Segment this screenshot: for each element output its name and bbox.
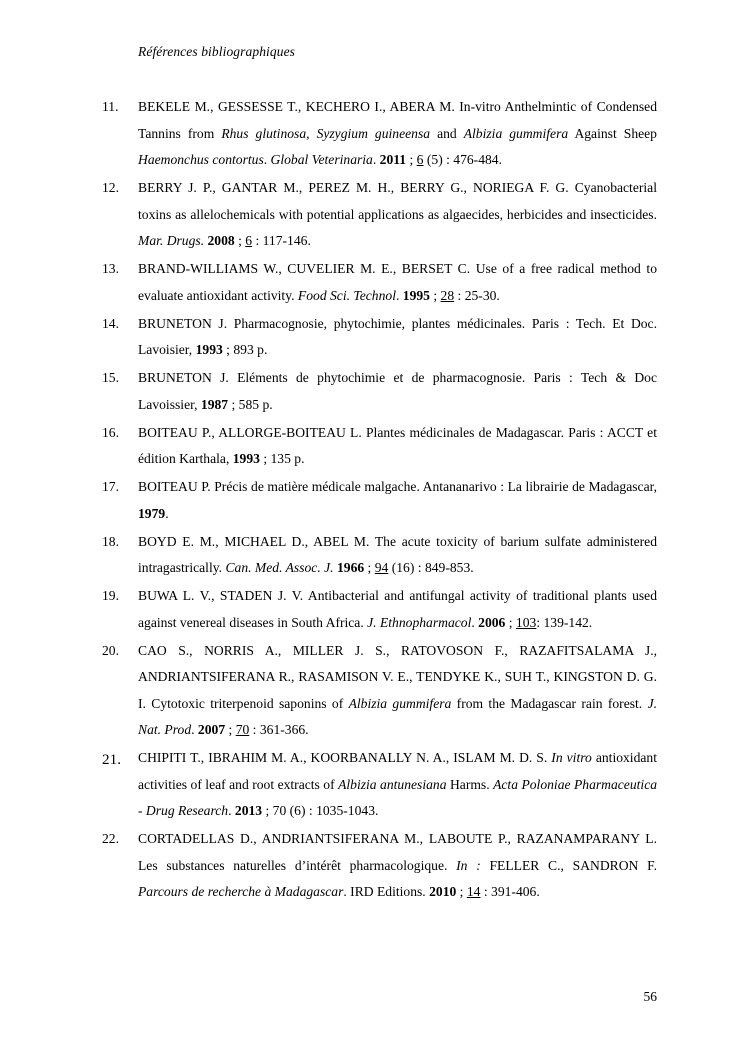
- reference-text: CORTADELLAS D., ANDRIANTSIFERANA M., LABOUTE P., RAZANAMPARANY L. Les substances naturelles d’intérêt pharmacologique. In : FELLER C., SANDRON F. Parcours de recherche à Madagascar. IRD Editions. 2010 ; 14 : 391-406.: [138, 831, 657, 899]
- page-number: 56: [643, 989, 657, 1004]
- reference-number: 18.: [102, 533, 119, 549]
- reference-text: BRAND-WILLIAMS W., CUVELIER M. E., BERSET C. Use of a free radical method to evaluate antioxidant activity. Food Sci. Technol. 1995 ; 28 : 25-30.: [138, 261, 657, 303]
- reference-number: 22.: [102, 831, 119, 846]
- reference-entry: [100, 420, 657, 473]
- reference-text: BRUNETON J. Eléments de phytochimie et de pharmacognosie. Paris : Tech & Doc Lavoissier, 1987 ; 585 p.: [138, 370, 657, 412]
- reference-entry: [100, 826, 657, 906]
- reference-entry: [100, 638, 657, 744]
- reference-text: BEKELE M., GESSESSE T., KECHERO I., ABERA M. In-vitro Anthelmintic of Condensed Tannins from Rhus glutinosa, Syzygium guineensa and Albizia gummifera Against Sheep Haemonchus contortus. Global Veterinaria. 2011 ; 6 (5) : 476-484.: [138, 99, 657, 167]
- reference-entry: [100, 94, 657, 174]
- reference-text: BOITEAU P. Précis de matière médicale malgache. Antananarivo : La librairie de Madagascar, 1979.: [138, 479, 657, 521]
- reference-text: CHIPITI T., IBRAHIM M. A., KOORBANALLY N. A., ISLAM M. D. S. In vitro antioxidant activities of leaf and root extracts of Albizia antunesiana Harms. Acta Poloniae Pharmaceutica - Drug Research. 2013 ; 70 (6) : 1035-1043.: [138, 750, 658, 818]
- reference-number: 14.: [102, 315, 119, 331]
- reference-number: 16.: [102, 424, 119, 440]
- reference-entry: [100, 529, 657, 582]
- reference-number: 12.: [102, 180, 119, 195]
- reference-text: BOYD E. M., MICHAEL D., ABEL M. The acute toxicity of barium sulfate administered intragastrically. Can. Med. Assoc. J. 1966 ; 94 (16) : 849-853.: [138, 533, 657, 575]
- bibliography-list: [100, 94, 657, 906]
- reference-number: 17.: [102, 479, 119, 494]
- reference-number: 21.: [102, 751, 121, 768]
- reference-entry: [100, 745, 657, 825]
- reference-text: BUWA L. V., STADEN J. V. Antibacterial and antifungal activity of traditional plants used against venereal diseases in South Africa. J. Ethnopharmacol. 2006 ; 103: 139-142.: [138, 588, 657, 630]
- reference-number: 11.: [102, 99, 119, 114]
- reference-text: CAO S., NORRIS A., MILLER J. S., RATOVOSON F., RAZAFITSALAMA J., ANDRIANTSIFERANA R., RASAMISON V. E., TENDYKE K., SUH T., KINGSTON D. G. I. Cytotoxic triterpenoid saponins of Albizia gummifera from the Madagascar rain forest. J. Nat. Prod. 2007 ; 70 : 361-366.: [138, 642, 657, 737]
- page-header: Références bibliographiques: [138, 44, 296, 59]
- reference-number: 20.: [102, 642, 119, 658]
- reference-text: BOITEAU P., ALLORGE-BOITEAU L. Plantes médicinales de Madagascar. Paris : ACCT et édition Karthala, 1993 ; 135 p.: [138, 424, 657, 466]
- reference-entry: [100, 474, 657, 527]
- reference-entry: [100, 256, 657, 309]
- reference-number: 19.: [102, 588, 119, 603]
- reference-entry: [100, 311, 657, 364]
- reference-entry: [100, 175, 657, 255]
- reference-text: BERRY J. P., GANTAR M., PEREZ M. H., BERRY G., NORIEGA F. G. Cyanobacterial toxins as allelochemicals with potential applications as algaecides, herbicides and insecticides. Mar. Drugs. 2008 ; 6 : 117-146.: [138, 180, 657, 248]
- reference-number: 13.: [102, 261, 119, 276]
- reference-entry: [100, 365, 657, 418]
- reference-entry: [100, 583, 657, 636]
- reference-number: 15.: [102, 370, 119, 385]
- reference-text: BRUNETON J. Pharmacognosie, phytochimie, plantes médicinales. Paris : Tech. Et Doc. Lavoisier, 1993 ; 893 p.: [138, 315, 657, 357]
